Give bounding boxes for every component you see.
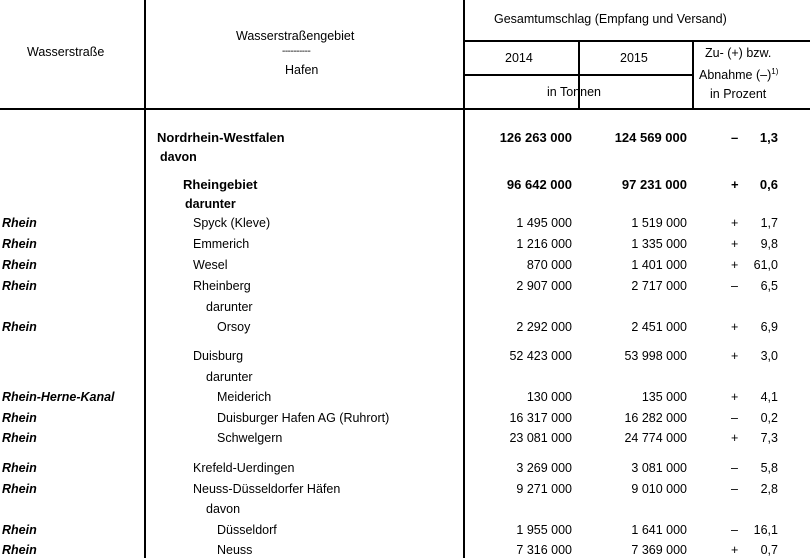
header-year-2014: 2014	[505, 51, 533, 65]
change-sign: –	[731, 482, 738, 496]
waterway-cell: Rhein	[2, 258, 37, 272]
port-name: Spyck (Kleve)	[193, 216, 271, 230]
change-sign: +	[731, 258, 739, 272]
subport-name: Duisburger Hafen AG (Ruhrort)	[217, 411, 390, 425]
header-year-2015: 2015	[620, 51, 648, 65]
waterway-cell: Rhein	[2, 461, 37, 475]
waterway-cell: Rhein-Herne-Kanal	[2, 390, 115, 404]
waterway-cell: Rhein	[2, 279, 37, 293]
group-note: davon	[206, 502, 241, 516]
value-2014: 23 081 000	[509, 431, 572, 445]
waterway-cell: Rhein	[2, 320, 37, 334]
value-2015: 53 998 000	[624, 349, 687, 363]
footnote-marker: 1)	[771, 66, 779, 76]
header-area: Wasserstraßengebiet	[236, 29, 355, 43]
header-waterway: Wasserstraße	[27, 45, 105, 59]
change-percent: 6,5	[760, 279, 778, 293]
divider-col-4	[692, 40, 694, 109]
value-2015: 2 717 000	[631, 279, 687, 293]
change-sign: –	[731, 411, 738, 425]
value-2014: 52 423 000	[509, 349, 572, 363]
waterway-cell: Rhein	[2, 482, 37, 496]
change-sign: +	[731, 390, 739, 404]
change-sign: –	[731, 523, 738, 537]
value-2014: 2 292 000	[516, 320, 572, 334]
port-name: Neuss-Düsseldorfer Häfen	[193, 482, 341, 496]
header-total: Gesamtumschlag (Empfang und Versand)	[494, 12, 727, 26]
value-2014: 96 642 000	[506, 177, 572, 192]
value-2015: 7 369 000	[631, 543, 687, 557]
divider-col-1	[144, 0, 146, 558]
value-2014: 9 271 000	[516, 482, 572, 496]
divider-header-bottom	[0, 108, 810, 110]
change-sign: +	[731, 237, 739, 251]
change-sign: +	[731, 216, 739, 230]
change-percent: 16,1	[753, 523, 778, 537]
value-2014: 126 263 000	[499, 130, 572, 145]
subport-name: Düsseldorf	[217, 523, 277, 537]
change-percent: 61,0	[753, 258, 778, 272]
group-label: darunter	[185, 197, 236, 211]
value-2014: 1 216 000	[516, 237, 572, 251]
header-change-line2	[699, 66, 779, 82]
value-2014: 1 955 000	[516, 523, 572, 537]
value-2015: 1 335 000	[631, 237, 687, 251]
change-sign: +	[731, 177, 739, 192]
value-2015: 97 231 000	[621, 177, 687, 192]
waterway-cell: Rhein	[2, 411, 37, 425]
change-percent: 3,0	[760, 349, 778, 363]
subport-name: Neuss	[217, 543, 253, 557]
change-percent: 7,3	[760, 431, 778, 445]
change-sign: +	[731, 320, 739, 334]
group-note: darunter	[206, 300, 253, 314]
waterway-cell: Rhein	[2, 543, 37, 557]
value-2014: 1 495 000	[516, 216, 572, 230]
header-change-line3: in Prozent	[710, 87, 767, 101]
waterway-cell: Rhein	[2, 216, 37, 230]
value-2014: 870 000	[526, 258, 572, 272]
divider-header-years	[463, 74, 692, 76]
value-2015: 9 010 000	[631, 482, 687, 496]
change-percent: 1,3	[759, 130, 778, 145]
value-2015: 24 774 000	[624, 431, 687, 445]
change-sign: –	[731, 461, 738, 475]
port-name: Wesel	[193, 258, 228, 272]
change-percent: 9,8	[760, 237, 778, 251]
header-port: Hafen	[285, 63, 319, 77]
waterway-cell: Rhein	[2, 431, 37, 445]
subport-name: Orsoy	[217, 320, 251, 334]
waterway-cell: Rhein	[2, 523, 37, 537]
value-2014: 3 269 000	[516, 461, 572, 475]
change-sign: +	[731, 431, 739, 445]
change-sign: +	[731, 543, 739, 557]
value-2014: 2 907 000	[516, 279, 572, 293]
value-2015: 1 401 000	[631, 258, 687, 272]
port-name: Krefeld-Uerdingen	[193, 461, 295, 475]
subport-name: Meiderich	[217, 390, 272, 404]
change-percent: 0,6	[759, 177, 778, 192]
value-2015: 124 569 000	[614, 130, 687, 145]
port-name: Rheinberg	[193, 279, 251, 293]
waterway-cell: Rhein	[2, 237, 37, 251]
region-name: Nordrhein-Westfalen	[157, 130, 285, 145]
change-percent: 5,8	[760, 461, 778, 475]
value-2015: 1 519 000	[631, 216, 687, 230]
divider-col-2	[463, 0, 465, 558]
change-percent: 1,7	[760, 216, 778, 230]
change-percent: 2,8	[760, 482, 778, 496]
value-2015: 2 451 000	[631, 320, 687, 334]
value-2015: 1 641 000	[631, 523, 687, 537]
divider-header-top	[463, 40, 810, 42]
region-name: Rheingebiet	[183, 177, 258, 192]
change-sign: –	[731, 279, 738, 293]
header-change-text: Abnahme (–)	[699, 68, 772, 82]
group-note: darunter	[206, 370, 253, 384]
group-label: davon	[160, 150, 197, 164]
header-change-line1: Zu- (+) bzw.	[705, 46, 772, 60]
header-area-separator: ----------	[282, 46, 311, 57]
value-2014: 130 000	[526, 390, 572, 404]
value-2015: 3 081 000	[631, 461, 687, 475]
change-percent: 0,7	[760, 543, 778, 557]
change-percent: 0,2	[760, 411, 778, 425]
change-sign: +	[731, 349, 739, 363]
value-2014: 7 316 000	[516, 543, 572, 557]
subport-name: Schwelgern	[217, 431, 283, 445]
port-name: Emmerich	[193, 237, 250, 251]
value-2015: 135 000	[641, 390, 687, 404]
change-percent: 6,9	[760, 320, 778, 334]
value-2014: 16 317 000	[509, 411, 572, 425]
change-percent: 4,1	[760, 390, 778, 404]
header-unit: in Tonnen	[547, 85, 601, 99]
value-2015: 16 282 000	[624, 411, 687, 425]
change-sign: –	[731, 130, 739, 145]
port-name: Duisburg	[193, 349, 244, 363]
